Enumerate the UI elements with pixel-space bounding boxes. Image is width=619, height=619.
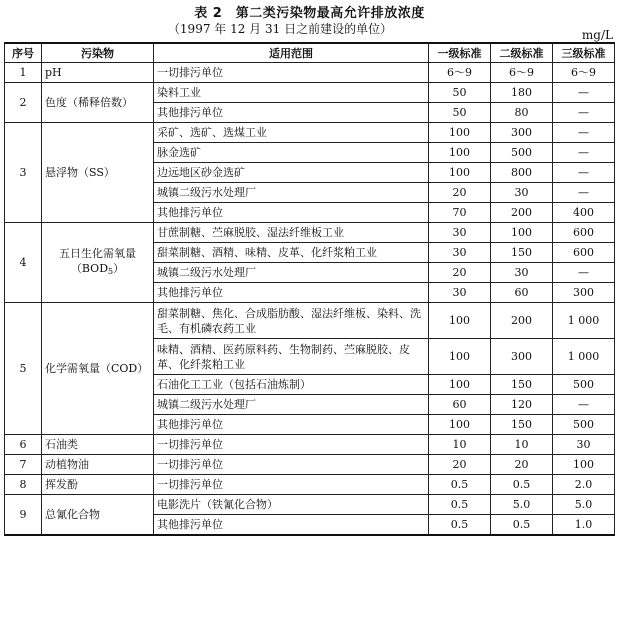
header-pollutant: 污染物 <box>42 43 154 63</box>
scope-cell: 一切排污单位 <box>154 63 429 83</box>
row-number: 6 <box>5 435 42 455</box>
grade1-cell: 50 <box>429 83 491 103</box>
grade3-cell: — <box>553 103 615 123</box>
table-body <box>5 63 615 536</box>
grade2-cell: 100 <box>491 223 553 243</box>
scope-cell: 其他排污单位 <box>154 103 429 123</box>
grade2-cell: 6～9 <box>491 63 553 83</box>
grade3-cell: 500 <box>553 375 615 395</box>
scope-cell: 其他排污单位 <box>154 283 429 303</box>
pollutant-subscript: 5 <box>108 267 114 276</box>
grade3-cell: 1 000 <box>553 339 615 375</box>
scope-cell: 染料工业 <box>154 83 429 103</box>
grade3-cell: — <box>553 123 615 143</box>
row-number: 5 <box>5 303 42 435</box>
grade3-cell: 1 000 <box>553 303 615 339</box>
grade3-cell: — <box>553 263 615 283</box>
table-row <box>5 303 615 339</box>
scope-cell: 城镇二级污水处理厂 <box>154 395 429 415</box>
grade1-cell: 10 <box>429 435 491 455</box>
pollutant-abbr: （BOD <box>70 262 109 275</box>
grade1-cell: 100 <box>429 375 491 395</box>
grade2-cell: 800 <box>491 163 553 183</box>
grade1-cell: 50 <box>429 103 491 123</box>
row-number: 1 <box>5 63 42 83</box>
row-number: 7 <box>5 455 42 475</box>
grade3-cell: 500 <box>553 415 615 435</box>
unit-label: mg/L <box>581 28 613 42</box>
scope-cell: 一切排污单位 <box>154 435 429 455</box>
grade3-cell: 2.0 <box>553 475 615 495</box>
table-row <box>5 123 615 143</box>
grade2-cell: 5.0 <box>491 495 553 515</box>
grade2-cell: 120 <box>491 395 553 415</box>
grade3-cell: 600 <box>553 223 615 243</box>
row-number: 8 <box>5 475 42 495</box>
grade2-cell: 200 <box>491 203 553 223</box>
table-subtitle: （1997 年 12 月 31 日之前建设的单位） <box>167 22 393 36</box>
row-number: 2 <box>5 83 42 123</box>
header-no: 序号 <box>5 43 42 63</box>
pollutant-name: pH <box>42 63 154 83</box>
pollutant-name: 石油类 <box>42 435 154 455</box>
scope-cell: 边远地区砂金选矿 <box>154 163 429 183</box>
table-row <box>5 63 615 83</box>
scope-cell: 脉金选矿 <box>154 143 429 163</box>
grade3-cell: — <box>553 163 615 183</box>
grade1-cell: 100 <box>429 143 491 163</box>
scope-cell: 城镇二级污水处理厂 <box>154 263 429 283</box>
scope-cell: 甘蔗制糖、苎麻脱胶、湿法纤维板工业 <box>154 223 429 243</box>
grade1-cell: 20 <box>429 455 491 475</box>
pollutant-name: 动植物油 <box>42 455 154 475</box>
grade2-cell: 300 <box>491 123 553 143</box>
grade2-cell: 30 <box>491 263 553 283</box>
pollutant-name: 化学需氧量（COD） <box>42 303 154 435</box>
grade3-cell: — <box>553 395 615 415</box>
grade3-cell: 400 <box>553 203 615 223</box>
grade3-cell: 600 <box>553 243 615 263</box>
grade3-cell: 6～9 <box>553 63 615 83</box>
scope-cell: 采矿、选矿、选煤工业 <box>154 123 429 143</box>
scope-cell: 味精、酒精、医药原料药、生物制药、苎麻脱胶、皮革、化纤浆粕工业 <box>154 339 429 375</box>
table-row <box>5 223 615 243</box>
table-row <box>5 435 615 455</box>
grade1-cell: 30 <box>429 283 491 303</box>
scope-cell: 电影洗片（铁氰化合物） <box>154 495 429 515</box>
pollutant-name: 色度（稀释倍数） <box>42 83 154 123</box>
pollutant-name: 挥发酚 <box>42 475 154 495</box>
grade2-cell: 80 <box>491 103 553 123</box>
scope-cell: 石油化工工业（包括石油炼制） <box>154 375 429 395</box>
row-number: 9 <box>5 495 42 536</box>
header-row <box>5 43 615 63</box>
grade1-cell: 0.5 <box>429 475 491 495</box>
table-row <box>5 455 615 475</box>
grade1-cell: 100 <box>429 339 491 375</box>
grade3-cell: 1.0 <box>553 515 615 536</box>
table-row <box>5 475 615 495</box>
table-row <box>5 495 615 515</box>
grade3-cell: 300 <box>553 283 615 303</box>
scope-cell: 其他排污单位 <box>154 415 429 435</box>
grade1-cell: 70 <box>429 203 491 223</box>
grade2-cell: 150 <box>491 375 553 395</box>
grade2-cell: 150 <box>491 415 553 435</box>
table-title: 表 2 第二类污染物最高允许排放浓度 <box>194 6 425 21</box>
grade2-cell: 180 <box>491 83 553 103</box>
header-grade1: 一级标准 <box>429 43 491 63</box>
grade2-cell: 30 <box>491 183 553 203</box>
grade1-cell: 0.5 <box>429 495 491 515</box>
grade1-cell: 20 <box>429 263 491 283</box>
grade3-cell: 5.0 <box>553 495 615 515</box>
scope-cell: 甜菜制糖、焦化、合成脂肪酸、湿法纤维板、染料、洗毛、有机磷农药工业 <box>154 303 429 339</box>
grade3-cell: 30 <box>553 435 615 455</box>
grade1-cell: 30 <box>429 223 491 243</box>
grade1-cell: 30 <box>429 243 491 263</box>
pollutant-table <box>4 42 615 536</box>
grade1-cell: 60 <box>429 395 491 415</box>
grade3-cell: — <box>553 83 615 103</box>
grade3-cell: — <box>553 183 615 203</box>
scope-cell: 其他排污单位 <box>154 515 429 536</box>
row-number: 3 <box>5 123 42 223</box>
grade2-cell: 60 <box>491 283 553 303</box>
scope-cell: 城镇二级污水处理厂 <box>154 183 429 203</box>
header-grade3: 三级标准 <box>553 43 615 63</box>
pollutant-name-line2 <box>45 261 150 279</box>
scope-cell: 一切排污单位 <box>154 475 429 495</box>
grade2-cell: 300 <box>491 339 553 375</box>
grade1-cell: 100 <box>429 123 491 143</box>
grade2-cell: 200 <box>491 303 553 339</box>
grade1-cell: 6～9 <box>429 63 491 83</box>
scope-cell: 一切排污单位 <box>154 455 429 475</box>
grade2-cell: 150 <box>491 243 553 263</box>
grade2-cell: 0.5 <box>491 475 553 495</box>
grade3-cell: 100 <box>553 455 615 475</box>
header-grade2: 二级标准 <box>491 43 553 63</box>
header-scope: 适用范围 <box>154 43 429 63</box>
pollutant-name: 悬浮物（SS） <box>42 123 154 223</box>
grade2-cell: 0.5 <box>491 515 553 536</box>
grade1-cell: 100 <box>429 415 491 435</box>
grade1-cell: 0.5 <box>429 515 491 536</box>
row-number: 4 <box>5 223 42 303</box>
scope-cell: 甜菜制糖、酒精、味精、皮革、化纤浆粕工业 <box>154 243 429 263</box>
pollutant-name: 总氰化合物 <box>42 495 154 536</box>
scope-cell: 其他排污单位 <box>154 203 429 223</box>
grade2-cell: 10 <box>491 435 553 455</box>
pollutant-name <box>42 223 154 303</box>
grade3-cell: — <box>553 143 615 163</box>
grade2-cell: 500 <box>491 143 553 163</box>
grade1-cell: 20 <box>429 183 491 203</box>
grade2-cell: 20 <box>491 455 553 475</box>
grade1-cell: 100 <box>429 163 491 183</box>
pollutant-close-paren: ） <box>113 262 125 275</box>
grade1-cell: 100 <box>429 303 491 339</box>
table-row <box>5 83 615 103</box>
pollutant-name-line1: 五日生化需氧量 <box>59 247 136 260</box>
